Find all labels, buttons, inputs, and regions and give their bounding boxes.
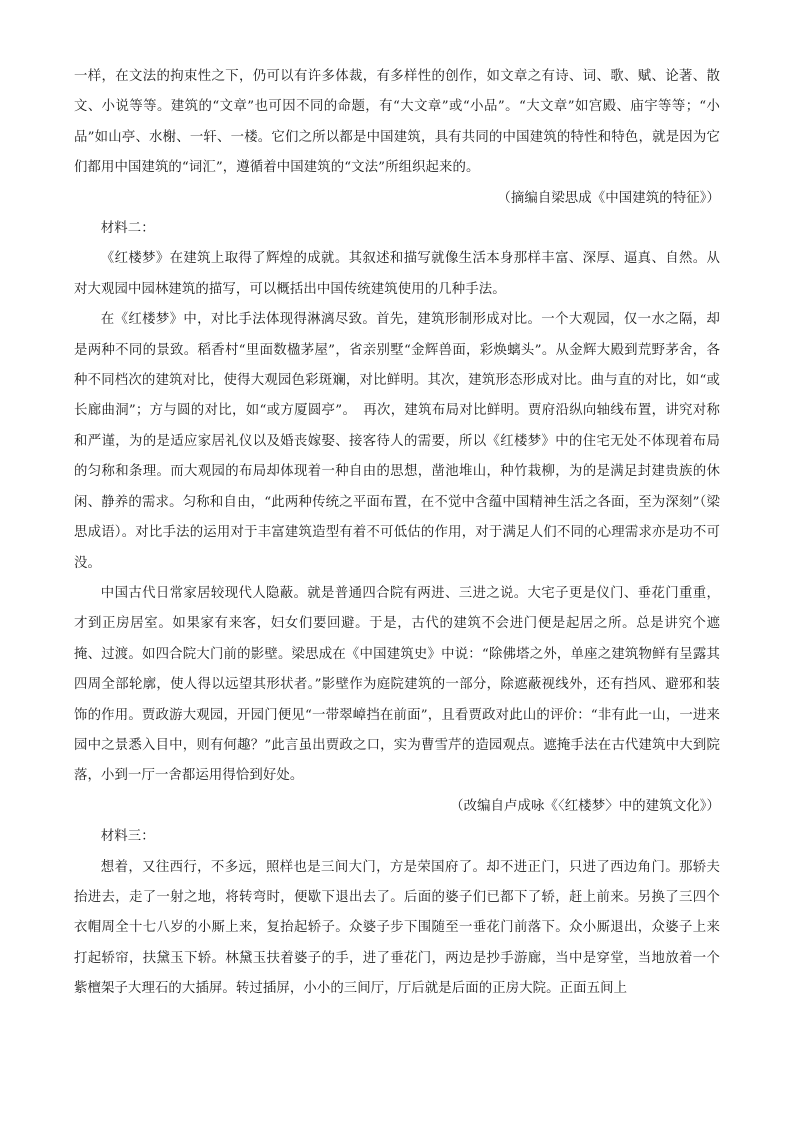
document-page [74, 62, 720, 1005]
source-citation-lu: （改编自卢成咏《〈红楼梦〉中的建筑文化》） [450, 798, 720, 814]
paragraph-material-one-end: 一样，在文法的拘束性之下，仍可以有许多体裁，有多样性的创作，如文章之有诗、词、歌、赋、论著、散文、小说等等。建筑的“文章”也可因不同的命题，有“大文章”或“小品”。“大文章”如宫殿、庙宇等等；“小品”如山亭、水榭、一轩、一楼。它们之所以都是中国建筑，具有共同的中国建筑的特性和特色，就是因为它们都用中国建筑的“词汇”，遵循着中国建筑的“文法”所组织起来的。 [74, 69, 720, 176]
source-citation-liang: （摘编自梁思成《中国建筑的特征》） [497, 190, 720, 206]
paragraph-rongguo-mansion: 想着，又往西行，不多远，照样也是三间大门，方是荣国府了。却不进正门，只进了西边角门。那轿夫抬进去，走了一射之地，将转弯时，便歇下退出去了。后面的婆子们已都下了轿，赶上前来。另换了三四个衣帽周全十七八岁的小厮上来，复抬起轿子。众婆子步下围随至一垂花门前落下。众小厮退出，众婆子上来打起轿帘，扶黛玉下轿。林黛玉扶着婆子的手，进了垂花门，两边是抄手游廊，当中是穿堂，当地放着一个紫檀架子大理石的大插屏。转过插屏，小小的三间厅，厅后就是后面的正房大院。正面五间上 [74, 859, 720, 997]
material-two-heading: 材料二： [100, 221, 155, 237]
paragraph-concealment: 中国古代日常家居较现代人隐蔽。就是普通四合院有两进、三进之说。大宅子更是仪门、垂花门重重，才到正房居室。如果家有来客，妇女们要回避。于是，古代的建筑不会进门便是起居之所。总是讲究个遮掩、过渡。如四合院大门前的影壁。梁思成在《中国建筑史》中说：“除佛塔之外，单座之建筑物鲜有呈露其四周全部轮廓，使人得以远望其形状者。”影壁作为庭院建筑的一部分，除遮蔽视线外，还有挡风、避邪和装饰的作用。贾政游大观园，开园门便见“一带翠嶂挡在前面”，且看贾政对此山的评价：“非有此一山，一进来园中之景悉入目中，则有何趣？”此言虽出贾政之口，实为曹雪芹的造园观点。遮掩手法在古代建筑中大到院落，小到一厅一舍都运用得恰到好处。 [74, 585, 720, 784]
paragraph-contrast: 在《红楼梦》中，对比手法体现得淋漓尽致。首先，建筑形制形成对比。一个大观园，仅一水之隔，却是两种不同的景致。稻香村“里面数楹茅屋”，省亲别墅“金辉兽面，彩焕螭头”。从金辉大殿到荒野茅舍，各种不同档次的建筑对比，使得大观园色彩斑斓，对比鲜明。其次，建筑形态形成对比。曲与直的对比，如“或长廊曲洞”；方与圆的对比，如“或方厦圆亭”。 再次，建筑布局对比鲜明。贾府沿纵向轴线布置，讲究对称和严谨，为的是适应家居礼仪以及婚丧嫁娶、接客待人的需要，所以《红楼梦》中的住宅无处不体现着布局的匀称和条理。而大观园的布局却体现着一种自由的思想，凿池堆山，种竹栽柳，为的是满足封建贵族的休闲、静养的需求。匀称和自由，“此两种传统之平面布置，在不觉中含蕴中国精神生活之各面，至为深刻”（梁思成语）。对比手法的运用对于丰富建筑造型有着不可低估的作用，对于满足人们不同的心理需求亦是功不可没。 [74, 312, 720, 571]
paragraph-honglou-intro: 《红楼梦》在建筑上取得了辉煌的成就。其叙述和描写就像生活本身那样丰富、深厚、逼真、自然。从对大观园中园林建筑的描写，可以概括出中国传统建筑使用的几种手法。 [74, 251, 720, 297]
material-three-heading: 材料三： [100, 829, 155, 845]
